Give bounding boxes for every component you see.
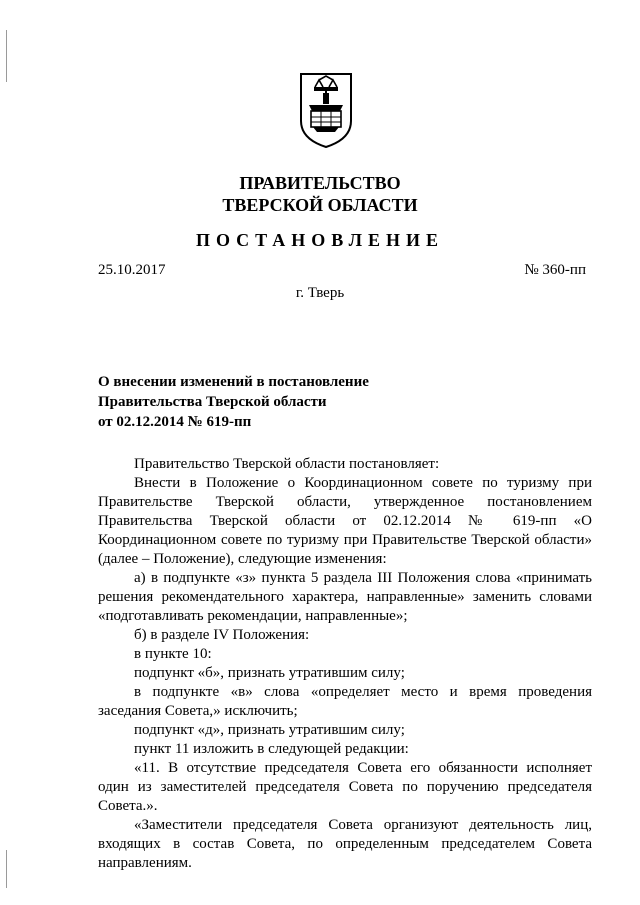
document-city: г. Тверь [295, 285, 345, 301]
body-paragraph: «11. В отсутствие председателя Совета его обязанности исполняет один из заместителей председателя Совета по поручению председателя Совета.». [98, 760, 592, 814]
body-paragraph: а) в подпункте «з» пункта 5 раздела III Положения слова «принимать решения рекомендательного характера, направленные» заменить словами «подготавливать рекомендации, направленные»; [98, 570, 592, 624]
body-paragraph: б) в разделе IV Положения: [134, 627, 310, 643]
document-number: № 360-пп [524, 262, 586, 278]
body-paragraph: Правительство Тверской области постановляет: [134, 456, 440, 472]
document-type-title: ПОСТАНОВЛЕНИЕ [195, 230, 445, 250]
body-paragraph: в подпункте «в» слова «определяет место и время проведения заседания Совета,» исключить; [98, 684, 592, 719]
subject-line2: Правительства Тверской области [98, 394, 327, 410]
body-paragraph: подпункт «д», признать утратившим силу; [134, 722, 405, 738]
subject-line3: от 02.12.2014 № 619-пп [98, 414, 252, 430]
document-body [98, 455, 592, 873]
document-date: 25.10.2017 [98, 262, 166, 278]
body-paragraph: в пункте 10: [134, 646, 212, 662]
coat-of-arms-emblem [297, 71, 355, 149]
body-paragraph: подпункт «б», признать утратившим силу; [134, 665, 405, 681]
subject-line1: О внесении изменений в постановление [98, 374, 369, 390]
body-paragraph: Внести в Положение о Координационном совете по туризму при Правительстве Тверской области, утвержденное постановлением Правительства Тверской области от 02.12.2014 № 619-пп «О Координационном совете по туризму при Правительстве Тверской области» (далее – Положение), следующие изменения: [98, 475, 592, 567]
body-paragraph: «Заместители председателя Совета организуют деятельность лиц, входящих в состав Совета, по определенным председателем Совета направлениям. [98, 817, 592, 871]
margin-mark-bottom [6, 850, 7, 888]
margin-mark-top [6, 30, 7, 82]
document-subject [98, 372, 369, 432]
body-paragraph: пункт 11 изложить в следующей редакции: [134, 741, 409, 757]
government-name-line1: ПРАВИТЕЛЬСТВО [239, 173, 401, 193]
government-name-line2: ТВЕРСКОЙ ОБЛАСТИ [222, 195, 418, 215]
